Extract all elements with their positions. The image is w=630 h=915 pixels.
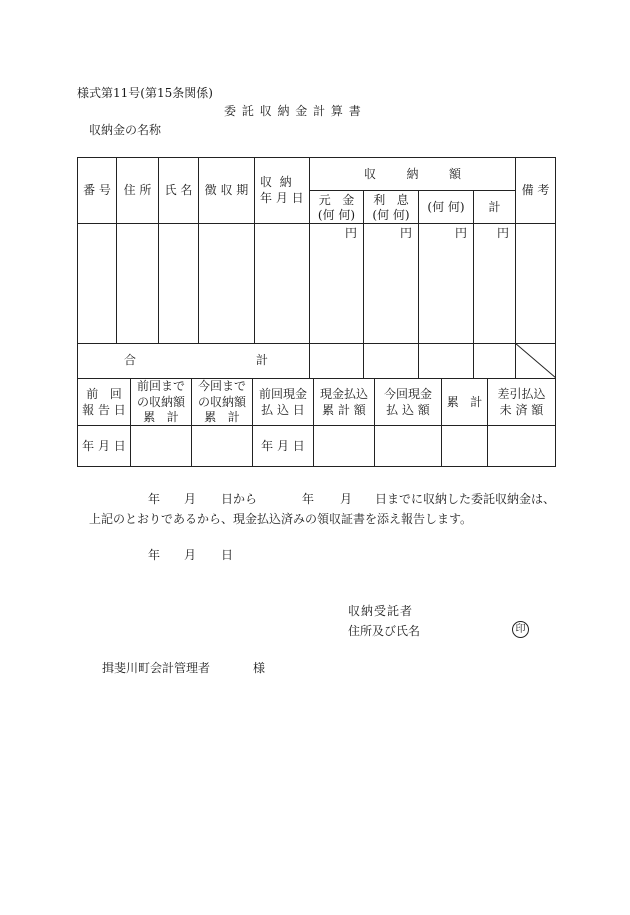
header-curr-cum-line1: 今回まで: [197, 379, 246, 393]
header-curr-cum-line3: 累 計: [204, 410, 240, 424]
statement-line2: 上記のとおりであるから、現金払込済みの領収証書を添え報告します。: [89, 512, 473, 526]
addressee: 揖斐川町会計管理者: [102, 661, 211, 675]
header-curr-pay-line2: 払 込 額: [386, 403, 430, 417]
page-title: 委 託 収 納 金 計 算 書: [224, 104, 362, 118]
header-balance-line1: 差引払込: [497, 387, 546, 401]
trustee-label: 収納受託者: [348, 604, 414, 618]
header-cash-cum-line1: 現金払込: [319, 387, 368, 401]
header-other: (何 何): [427, 200, 465, 214]
header-interest-line2: (何 何): [372, 208, 410, 222]
statement-year-2: 年: [302, 492, 315, 506]
header-prev-cum-line1: 前回まで: [136, 379, 185, 393]
header-interest-line1: 利 息: [373, 193, 409, 207]
date-day: 日: [221, 548, 234, 562]
yen-unit-other: 円: [455, 226, 468, 240]
date-month: 月: [184, 548, 197, 562]
header-prev-cum-line2: の収納額: [136, 395, 185, 409]
header-prev-cash-line1: 前回現金: [258, 387, 307, 401]
header-receipt-date-line2: 年 月 日: [260, 191, 304, 205]
header-receipt-date-line1: 収 納: [260, 175, 292, 189]
header-subtotal: 計: [488, 200, 501, 214]
statement-month-1: 月: [184, 492, 197, 506]
yen-unit-principal: 円: [345, 226, 358, 240]
total-label-left: 合: [124, 353, 137, 367]
header-principal-line2: (何 何): [317, 208, 356, 222]
header-cumulative: 累 計: [446, 395, 483, 409]
header-prev-report-line2: 報 告 日: [82, 403, 126, 417]
header-prev-cash-line2: 払 込 日: [261, 403, 305, 417]
fund-name-label: 収納金の名称: [89, 123, 162, 137]
date-year: 年: [148, 548, 161, 562]
seal-mark: 印: [512, 621, 529, 638]
statement-year-1: 年: [148, 492, 161, 506]
header-curr-pay-line1: 今回現金: [383, 387, 432, 401]
total-label-right: 計: [256, 353, 269, 367]
prev-cash-date-field: 年 月 日: [261, 439, 305, 453]
yen-unit-interest: 円: [400, 226, 413, 240]
header-name: 氏 名: [164, 183, 193, 197]
header-amount-group: 収 納 額: [363, 167, 462, 181]
prev-report-date-field: 年 月 日: [82, 439, 126, 453]
header-curr-cum-line2: の収納額: [197, 395, 246, 409]
diagonal-slash: [515, 343, 556, 378]
header-prev-report-line1: 前 回: [86, 387, 122, 401]
honorific: 様: [253, 661, 266, 675]
header-balance-line2: 未 済 額: [499, 403, 544, 417]
statement-month-2: 月: [340, 492, 353, 506]
header-remarks: 備 考: [521, 183, 550, 197]
statement-day-from: 日から: [221, 492, 258, 506]
header-collection-period: 徴 収 期: [204, 183, 249, 197]
header-prev-cum-line3: 累 計: [143, 410, 179, 424]
yen-unit-subtotal: 円: [497, 226, 510, 240]
header-number: 番 号: [83, 183, 111, 197]
statement-day-until: 日までに収納した委託収納金は、: [375, 492, 556, 506]
header-principal-line1: 元 金: [318, 193, 355, 207]
address-name-label: 住所及び氏名: [348, 624, 421, 638]
form-number: 様式第11号(第15条関係): [77, 86, 213, 100]
header-cash-cum-line2: 累 計 額: [322, 403, 366, 417]
header-address: 住 所: [123, 183, 152, 197]
